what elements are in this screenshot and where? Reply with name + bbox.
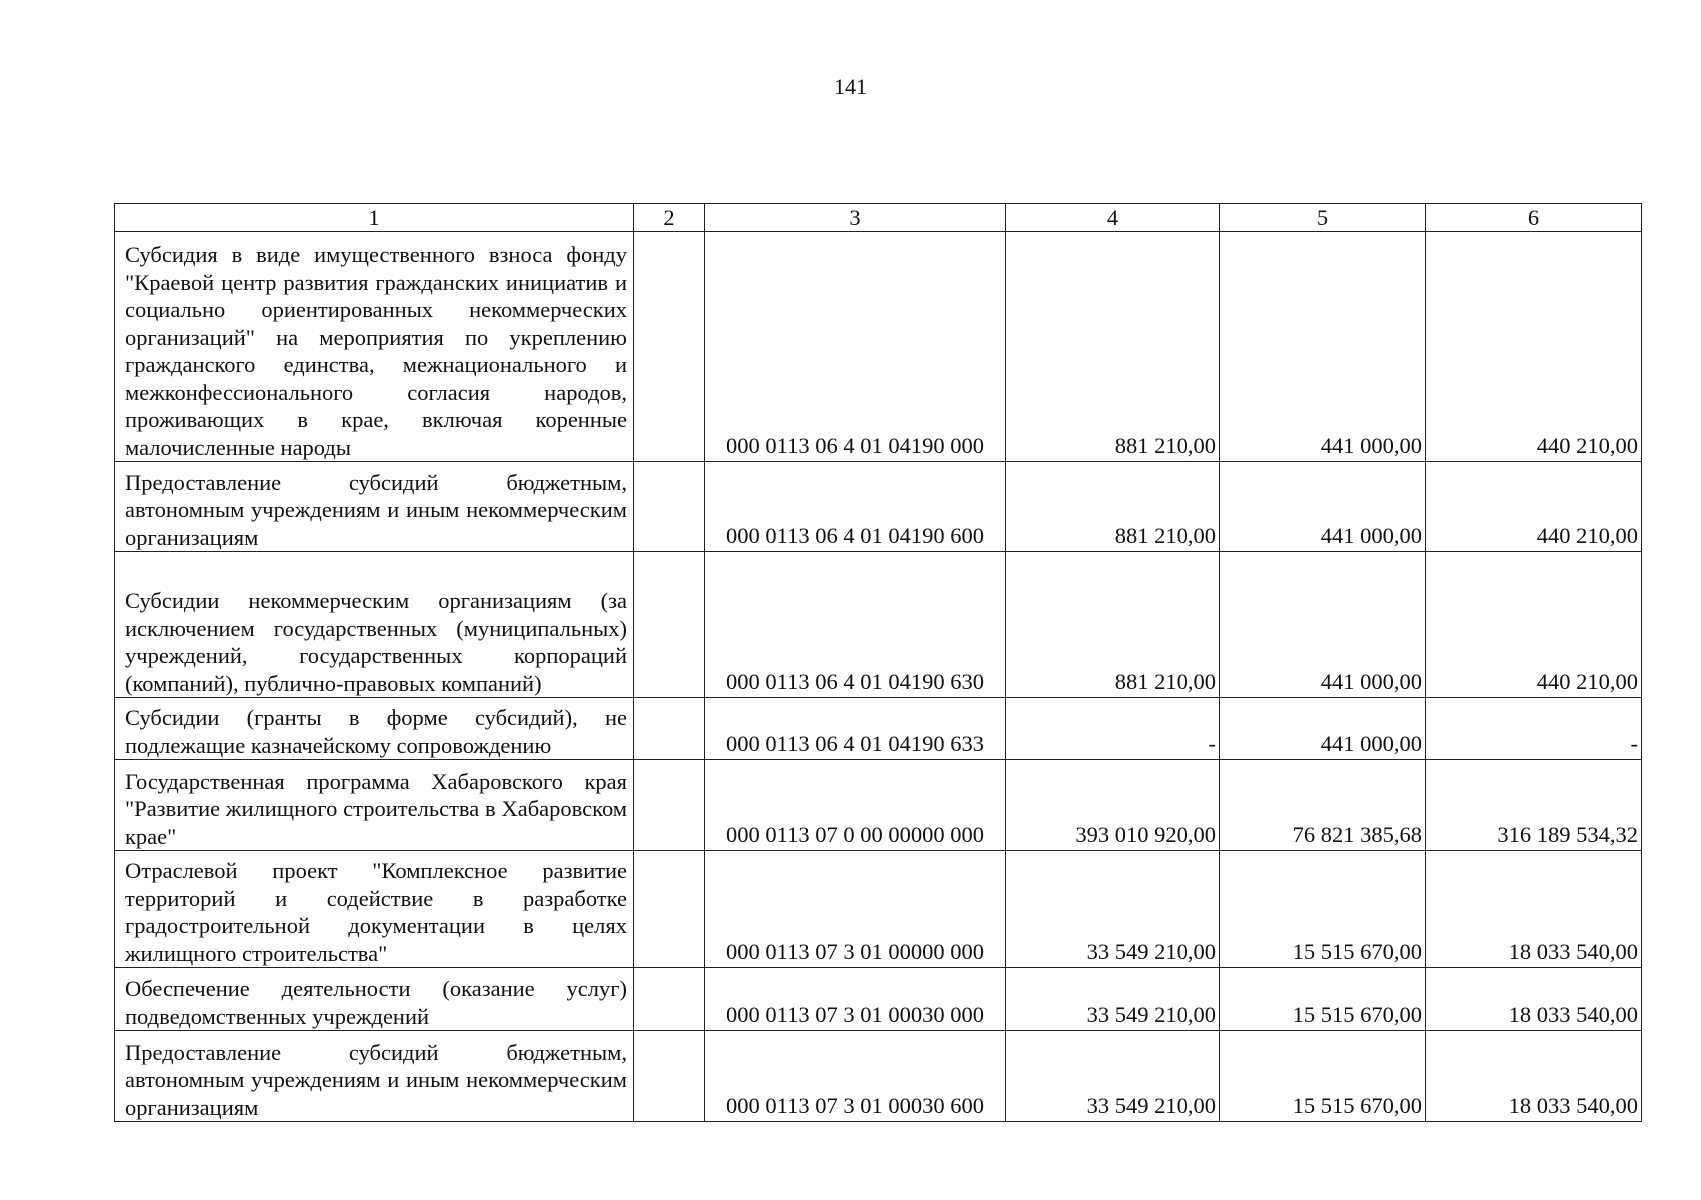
row-col5: 441 000,00: [1220, 552, 1426, 698]
column-header-3: 3: [705, 204, 1006, 232]
row-col5: 15 515 670,00: [1220, 968, 1426, 1031]
table-row: [115, 851, 1642, 968]
row-col4: 881 210,00: [1006, 232, 1220, 462]
table-row: [115, 1031, 1642, 1122]
row-col6: 18 033 540,00: [1426, 968, 1642, 1031]
row-code: 000 0113 07 3 01 00030 600: [705, 1031, 1006, 1122]
table-row: [115, 968, 1642, 1031]
row-name: Субсидии некоммерческим организациям (за исключением государственных (муниципальных) учреждений, государственных корпораций (компаний), публично-правовых компаний): [115, 552, 634, 698]
row-code: 000 0113 07 3 01 00030 000: [705, 968, 1006, 1031]
column-header-5: 5: [1220, 204, 1426, 232]
row-code: 000 0113 06 4 01 04190 633: [705, 698, 1006, 760]
row-col2: [634, 232, 705, 462]
row-col4: -: [1006, 698, 1220, 760]
row-col2: [634, 851, 705, 968]
page-number: 141: [834, 74, 867, 99]
row-col5: 441 000,00: [1220, 232, 1426, 462]
row-col6: -: [1426, 698, 1642, 760]
row-col5: 15 515 670,00: [1220, 1031, 1426, 1122]
row-col2: [634, 1031, 705, 1122]
row-col6: 440 210,00: [1426, 552, 1642, 698]
row-code: 000 0113 07 3 01 00000 000: [705, 851, 1006, 968]
row-col4: 881 210,00: [1006, 552, 1220, 698]
row-col4: 33 549 210,00: [1006, 851, 1220, 968]
row-col4: 33 549 210,00: [1006, 1031, 1220, 1122]
row-col5: 441 000,00: [1220, 462, 1426, 552]
row-name: Отраслевой проект "Комплексное развитие территорий и содействие в разработке градостроительной документации в целях жилищного строительства": [115, 851, 634, 968]
row-col6: 18 033 540,00: [1426, 1031, 1642, 1122]
row-name: Предоставление субсидий бюджетным, автономным учреждениям и иным некоммерческим организациям: [115, 1031, 634, 1122]
row-name: Обеспечение деятельности (оказание услуг) подведомственных учреждений: [115, 968, 634, 1031]
table-row: [115, 552, 1642, 698]
row-code: 000 0113 06 4 01 04190 630: [705, 552, 1006, 698]
row-col2: [634, 760, 705, 851]
row-col5: 441 000,00: [1220, 698, 1426, 760]
row-col5: 76 821 385,68: [1220, 760, 1426, 851]
row-col2: [634, 968, 705, 1031]
table-row: [115, 760, 1642, 851]
row-col4: 33 549 210,00: [1006, 968, 1220, 1031]
budget-table: [114, 203, 1642, 1122]
row-name: Субсидия в виде имущественного взноса фонду "Краевой центр развития гражданских инициатив и социально ориентированных некоммерческих организаций" на мероприятия по укреплению гражданского единства, межнационального и межконфессионального согласия народов, проживающих в крае, включая коренные малочисленные народы: [115, 232, 634, 462]
row-col6: 440 210,00: [1426, 462, 1642, 552]
row-name: Государственная программа Хабаровского края "Развитие жилищного строительства в Хабаровском крае": [115, 760, 634, 851]
row-col5: 15 515 670,00: [1220, 851, 1426, 968]
row-code: 000 0113 06 4 01 04190 600: [705, 462, 1006, 552]
row-col2: [634, 698, 705, 760]
table-row: [115, 698, 1642, 760]
row-col6: 440 210,00: [1426, 232, 1642, 462]
row-name: Субсидии (гранты в форме субсидий), не подлежащие казначейскому сопровождению: [115, 698, 634, 760]
table-row: [115, 462, 1642, 552]
row-code: 000 0113 07 0 00 00000 000: [705, 760, 1006, 851]
column-header-1: 1: [115, 204, 634, 232]
row-col2: [634, 552, 705, 698]
row-col4: 881 210,00: [1006, 462, 1220, 552]
column-header-2: 2: [634, 204, 705, 232]
row-col6: 18 033 540,00: [1426, 851, 1642, 968]
column-header-6: 6: [1426, 204, 1642, 232]
row-col4: 393 010 920,00: [1006, 760, 1220, 851]
row-name: Предоставление субсидий бюджетным, автономным учреждениям и иным некоммерческим организациям: [115, 462, 634, 552]
column-header-4: 4: [1006, 204, 1220, 232]
row-code: 000 0113 06 4 01 04190 000: [705, 232, 1006, 462]
table-header-row: [115, 204, 1642, 232]
row-col2: [634, 462, 705, 552]
table-row: [115, 232, 1642, 462]
row-col6: 316 189 534,32: [1426, 760, 1642, 851]
